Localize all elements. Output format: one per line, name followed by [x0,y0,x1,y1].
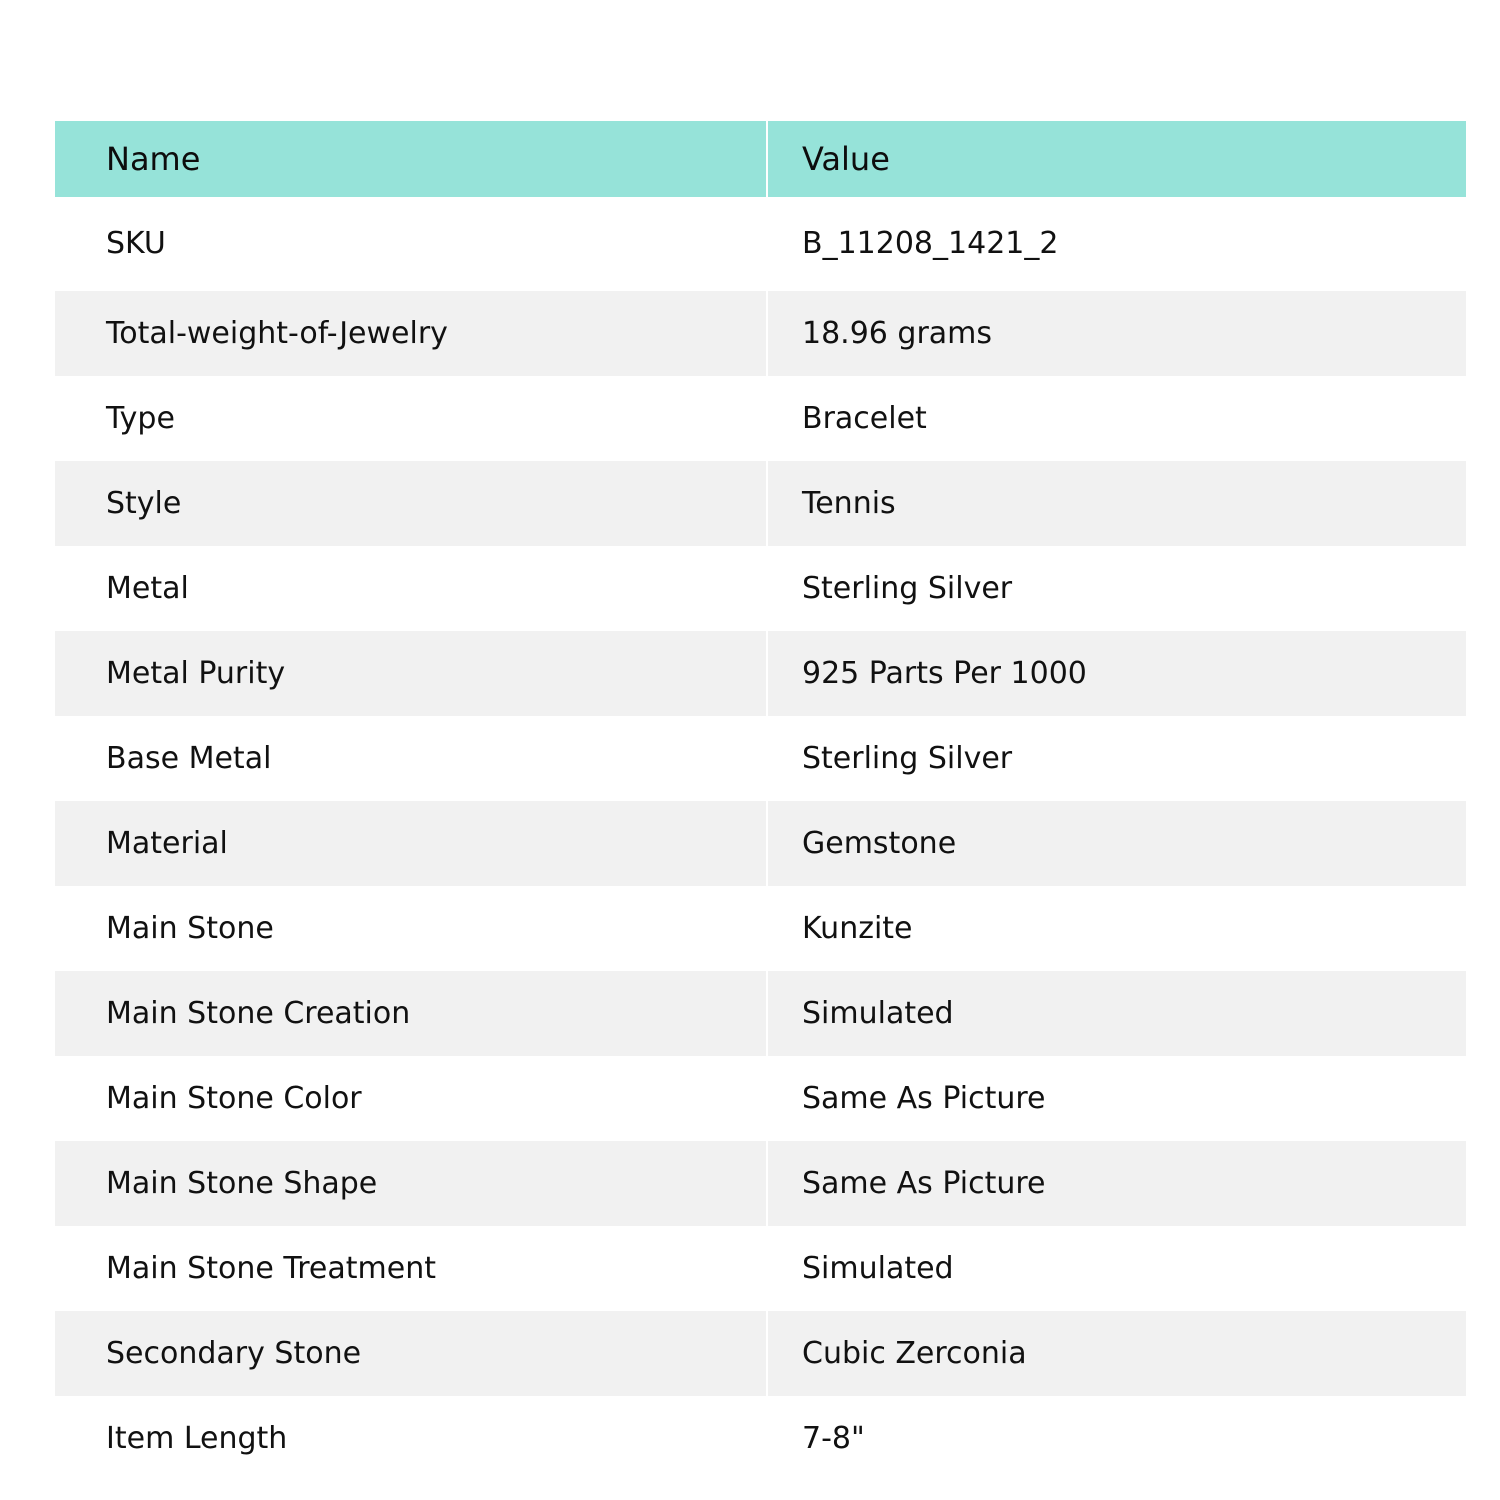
table-row [55,886,1466,971]
row-value-cell: 925 Parts Per 1000 [766,631,1466,716]
table-row [55,971,1466,1056]
table-header-row [55,121,1466,197]
row-name-cell: Main Stone [106,910,274,946]
row-value-cell: 18.96 grams [766,291,1466,376]
row-name-cell: Secondary Stone [106,1335,362,1371]
table-row [55,1311,1466,1396]
table-row [55,546,1466,631]
specifications-table [55,121,1466,1481]
row-name-cell: SKU [106,226,166,261]
row-value-cell: B_11208_1421_2 [766,197,1466,291]
row-value-cell: Bracelet [766,376,1466,461]
row-value-cell: Same As Picture [766,1056,1466,1141]
row-value-cell: Kunzite [766,886,1466,971]
header-value-cell: Value [766,121,1466,197]
row-name-cell: Metal Purity [106,655,286,691]
row-name-cell: Main Stone Treatment [106,1250,436,1286]
table-row [55,461,1466,546]
row-name-cell: Type [106,400,175,436]
row-name-cell: Base Metal [106,740,272,776]
table-row [55,197,1466,291]
table-row [55,291,1466,376]
header-name-cell: Name [106,140,201,178]
row-value-cell: Simulated [766,971,1466,1056]
row-name-cell: Main Stone Shape [106,1165,378,1201]
table-row [55,716,1466,801]
row-value-cell: Cubic Zerconia [766,1311,1466,1396]
row-name-cell: Item Length [106,1420,288,1456]
row-name-cell: Total-weight-of-Jewelry [106,315,448,351]
row-name-cell: Metal [106,570,189,606]
table-row [55,1226,1466,1311]
row-value-cell: Sterling Silver [766,716,1466,801]
row-value-cell: Gemstone [766,801,1466,886]
row-name-cell: Style [106,485,182,521]
row-value-cell: Simulated [766,1226,1466,1311]
row-value-cell: Sterling Silver [766,546,1466,631]
table-row [55,1396,1466,1481]
table-row [55,1141,1466,1226]
row-value-cell: 7-8" [766,1396,1466,1481]
table-row [55,631,1466,716]
table-row [55,1056,1466,1141]
row-name-cell: Material [106,825,228,861]
row-name-cell: Main Stone Creation [106,995,411,1031]
row-value-cell: Tennis [766,461,1466,546]
table-row [55,801,1466,886]
table-row [55,376,1466,461]
row-value-cell: Same As Picture [766,1141,1466,1226]
row-name-cell: Main Stone Color [106,1080,362,1116]
